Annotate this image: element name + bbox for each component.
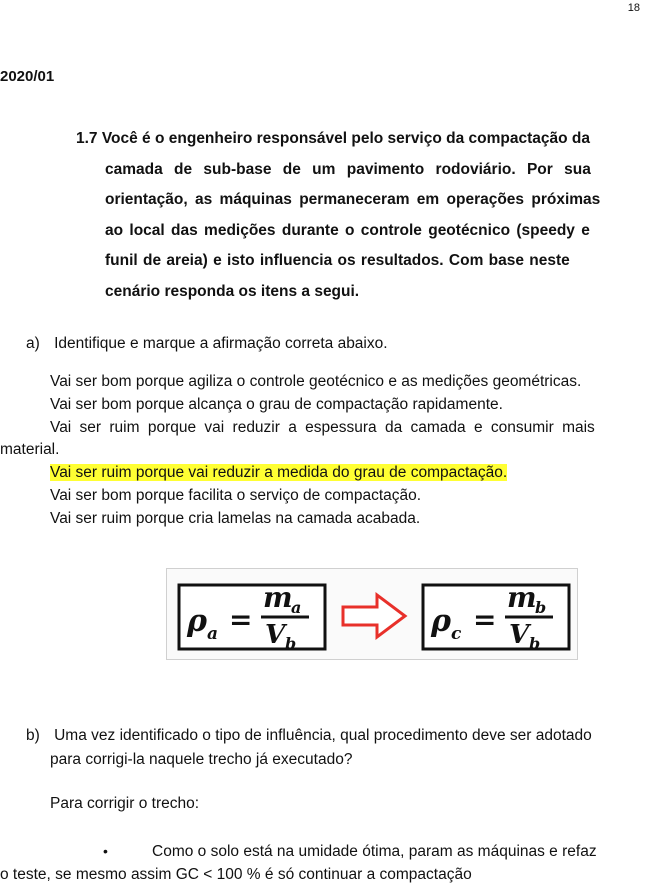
bullet-text-continuation: o teste, se mesmo assim GC < 100 % é só continuar a compactação (0, 866, 472, 883)
bullet-text: Como o solo está na umidade ótima, param as máquinas e refaz (152, 843, 597, 860)
right-numerator-subscript: b (535, 598, 547, 617)
right-denominator: V (509, 620, 530, 650)
bullet-icon: • (103, 843, 108, 859)
left-rho-subscript: a (207, 624, 219, 644)
exam-heading: 2020/01 (0, 68, 55, 85)
question-line: camada de sub-base de um pavimento rodoviário. Por sua (105, 160, 591, 178)
fix-label: Para corrigir o trecho: (50, 795, 200, 812)
density-formula-image (166, 568, 578, 660)
left-rho: ρ (187, 604, 207, 639)
right-denominator-subscript: b (529, 634, 541, 653)
option-3[interactable]: Vai ser ruim porque vai reduzir a espessura da camada e consumir mais (50, 419, 595, 436)
formula-svg (167, 569, 577, 659)
item-a-prompt (26, 335, 388, 353)
item-b-prompt (26, 727, 592, 745)
highlighted-answer: Vai ser ruim porque vai reduzir a medida do grau de compactação. (50, 464, 508, 481)
question-line: cenário responda os itens a segui. (105, 282, 360, 300)
left-equals: = (229, 603, 253, 636)
option-2[interactable]: Vai ser bom porque alcança o grau de compactação rapidamente. (50, 396, 503, 413)
right-equals: = (473, 603, 497, 636)
left-denominator: V (265, 620, 286, 650)
question-line: orientação, as máquinas permaneceram em operações próximas (105, 191, 601, 208)
option-6[interactable]: Vai ser ruim porque cria lamelas na camada acabada. (50, 510, 421, 527)
item-b-line2: para corrigi-la naquele trecho já executado? (50, 751, 353, 768)
item-b-label: b) (26, 727, 40, 744)
question-line: funil de areia) e isto influencia os resultados. Com base neste (105, 252, 570, 269)
question-statement (76, 124, 648, 307)
right-arrow-icon (343, 595, 405, 637)
option-5[interactable]: Vai ser bom porque facilita o serviço de compactação. (50, 487, 422, 504)
question-line: 1.7 Você é o engenheiro responsável pelo serviço da compactação da (76, 130, 590, 147)
right-rho-subscript: c (451, 624, 462, 644)
option-4-correct[interactable] (50, 464, 507, 482)
question-line: ao local das medições durante o controle geotécnico (speedy e (105, 221, 590, 239)
option-3-continuation: material. (0, 441, 60, 458)
left-numerator-subscript: a (291, 598, 302, 617)
item-a-label: a) (26, 335, 40, 352)
left-denominator-subscript: b (285, 634, 297, 653)
left-numerator: m (263, 581, 293, 614)
right-numerator: m (507, 581, 537, 614)
option-1[interactable]: Vai ser bom porque agiliza o controle geotécnico e as medições geométricas. (50, 373, 582, 390)
item-a-text: Identifique e marque a afirmação correta abaixo. (54, 335, 388, 352)
right-rho: ρ (431, 604, 451, 639)
item-b-line1: Uma vez identificado o tipo de influência, qual procedimento deve ser adotado (54, 727, 592, 744)
page-number: 18 (627, 2, 640, 14)
